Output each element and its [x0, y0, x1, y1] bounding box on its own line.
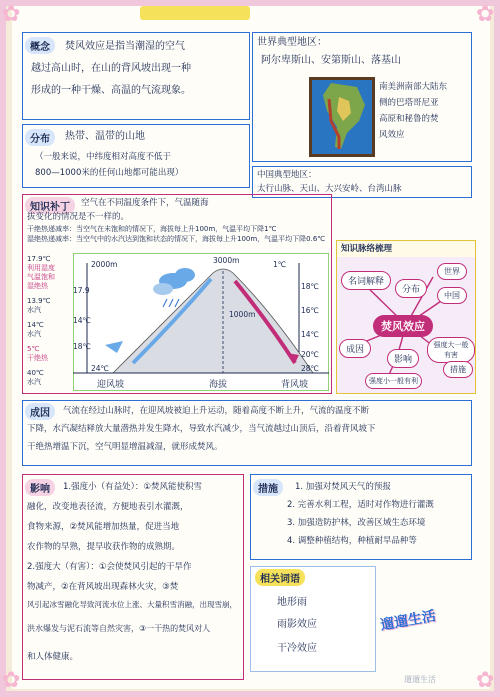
related-word-1: 地形雨 — [277, 597, 307, 608]
note-item: 水汽 — [27, 306, 41, 314]
related-word-2: 雨影效应 — [277, 619, 317, 630]
distribution-line-3: 800—1000米的任何山地都可能出现） — [35, 168, 184, 178]
sea-level-label: 海拔 — [209, 380, 228, 390]
distribution-line-2: （一般来说，中纬度相对高度不低于 — [35, 152, 172, 162]
cause-line-2: 下降，水汽凝结释放大量潜热并发生降水，导致水汽减少，当气流越过山顶后，沿着背风坡下 — [27, 424, 376, 434]
mindmap-node-measures: 措施 — [443, 361, 473, 378]
axis-left-bottom: 24℃ — [91, 364, 109, 373]
note-item: 17.9℃ — [27, 255, 51, 263]
effect-line-7: 风引起冰雪融化导致河流水位上涨、大量积雪消融，出现雪崩， — [27, 600, 237, 609]
foehn-diagram — [73, 253, 329, 391]
watermark-sticker: 遛遛生活 — [379, 608, 438, 634]
source-logo: 遛遛生活 — [404, 675, 436, 684]
world-heading: 世界典型地区： — [257, 37, 327, 48]
world-note-1: 南美洲南部大陆东 — [379, 82, 448, 92]
world-box — [252, 32, 472, 162]
effect-line-4: 农作物的早熟，提早收获作物的成熟期。 — [27, 542, 181, 552]
right-temp-1: 18℃ — [301, 282, 319, 291]
related-words-card — [250, 566, 376, 672]
measures-line-2: 2. 完善水利工程，适时对作物进行灌溉 — [287, 500, 434, 510]
right-temp-3: 14℃ — [301, 330, 319, 339]
effect-line-3: 食物来源，②焚风能增加热量，促进当地 — [27, 522, 180, 532]
concept-box — [22, 32, 250, 120]
note-item: 5℃ — [27, 345, 40, 353]
note-item: 干绝热 — [27, 354, 48, 362]
left-temp-2: 14℃ — [73, 316, 91, 325]
right-top: 1℃ — [273, 260, 287, 269]
measures-box — [250, 474, 472, 560]
note-item: 水汽 — [27, 330, 41, 338]
mindmap-box — [336, 240, 476, 394]
note-item: 13.9℃ — [27, 297, 51, 305]
left-notes — [27, 255, 71, 387]
measures-tag: 措施 — [253, 479, 283, 496]
measures-line-3: 3. 加强造防护林，改善区域生态环境 — [287, 518, 426, 528]
mindmap-heading: 知识脉络梳理 — [341, 244, 393, 254]
effect-line-8: 洪水爆发与泥石流等自然灾害，③一干热的焚风对人 — [27, 624, 211, 633]
mindmap-node-cause: 成因 — [339, 339, 371, 358]
summit-label: 3000m — [213, 256, 240, 265]
mindmap-area — [337, 257, 475, 393]
distribution-line-1: 热带、温带的山地 — [65, 131, 145, 142]
left-temp-3: 18℃ — [73, 342, 91, 351]
knowledge-tag: 知识补丁 — [25, 197, 75, 214]
elev-label: 1000m — [229, 310, 256, 319]
measures-line-1: 1. 加强对焚风天气的预报 — [295, 482, 391, 492]
knowledge-line-4: 湿绝热递减率：当空气中的水汽达到饱和状态的情况下，海拔每上升100m，气温平均下降0.6℃ — [27, 235, 326, 243]
effect-line-9: 和人体健康。 — [27, 652, 79, 662]
windward-label: 迎风坡 — [97, 380, 125, 390]
cause-box — [22, 400, 472, 466]
south-america-map — [309, 77, 375, 157]
world-note-2: 侧的巴塔哥尼亚 — [379, 98, 439, 108]
concept-line-2: 越过高山时，在山的背风坡出现一种 — [31, 63, 191, 74]
star-decoration-icon: ✿ — [476, 668, 495, 693]
world-places: 阿尔卑斯山、安第斯山、落基山 — [261, 55, 401, 66]
effect-box — [22, 474, 244, 680]
mindmap-node-distribution: 分布 — [395, 279, 427, 298]
cause-line-1: 气流在经过山脉时，在迎风坡被迫上升运动，随着高度不断上升，气流的温度不断 — [63, 406, 370, 416]
mindmap-node-china: 中国 — [437, 287, 467, 304]
mindmap-node-world: 世界 — [437, 263, 467, 280]
world-note-3: 高原和秘鲁的焚 — [379, 114, 439, 124]
distribution-tag: 分布 — [25, 129, 55, 146]
note-item: 40℃ — [27, 369, 44, 377]
note-item: 14℃ — [27, 321, 44, 329]
star-decoration-icon: ✿ — [476, 2, 495, 27]
axis-left-top: 2000m — [91, 260, 118, 269]
effect-line-5: 2.强度大（有害）：①会使焚风引起的干旱作 — [27, 562, 192, 572]
concept-tag: 概念 — [25, 37, 55, 54]
related-word-3: 干冷效应 — [277, 643, 317, 654]
left-temp-1: 17.9 — [73, 286, 90, 295]
world-note-4: 风效应 — [379, 130, 405, 140]
related-words-tag: 相关词语 — [255, 569, 305, 586]
mindmap-node-harmful: 强度大一般有害 — [427, 337, 475, 363]
knowledge-line-2: 拔变化的情况是不一样的。 — [27, 212, 130, 222]
china-heading: 中国典型地区： — [257, 170, 317, 180]
mindmap-node-beneficial: 强度小一般有利 — [365, 373, 422, 389]
effect-line-1: 1.强度小（有益处）：①焚风能使积雪 — [63, 482, 202, 492]
effect-tag: 影响 — [25, 479, 55, 496]
china-places: 太行山脉、天山、大兴安岭、台湾山脉 — [257, 184, 402, 194]
effect-line-2: 融化，改变地表径流，方便地表引水灌溉， — [27, 502, 189, 512]
note-item: 湿绝热 — [27, 282, 48, 290]
concept-line-3: 形成的一种干燥、高温的气流现象。 — [31, 85, 191, 96]
right-temp-5: 28℃ — [301, 364, 319, 373]
effect-line-6: 物减产，②在背风坡出现森林火灾，③焚 — [27, 582, 179, 592]
mindmap-node-effect: 影响 — [387, 349, 419, 368]
mindmap-node-definition: 名词解释 — [341, 271, 391, 290]
measures-line-4: 4. 调整种植结构，种植耐旱品种等 — [287, 536, 417, 546]
star-decoration-icon: ✿ — [2, 668, 21, 693]
concept-line-1: 焚风效应是指当潮湿的空气 — [65, 41, 185, 52]
right-temp-2: 16℃ — [301, 306, 319, 315]
knowledge-box — [22, 194, 332, 394]
knowledge-line-1: 空气在不同温度条件下，气温随海 — [81, 198, 209, 208]
note-item: 利用湿度 — [27, 264, 55, 272]
cause-line-3: 干绝热增温下沉，空气明显增温减湿，就形成焚风。 — [27, 442, 223, 452]
cause-tag: 成因 — [25, 403, 55, 420]
mindmap-center: 焚风效应 — [373, 315, 433, 337]
note-item: 气温饱和 — [27, 273, 55, 281]
knowledge-line-3: 干绝热递减率：当空气在未饱和的情况下，海拔每上升100m，气温平均下降1℃ — [27, 225, 277, 233]
star-decoration-icon: ✿ — [2, 2, 21, 27]
leeward-label: 背风坡 — [281, 380, 309, 390]
note-item: 水汽 — [27, 378, 41, 386]
right-temp-4: 20℃ — [301, 350, 319, 359]
distribution-box — [22, 124, 250, 188]
title-highlight — [140, 6, 250, 20]
